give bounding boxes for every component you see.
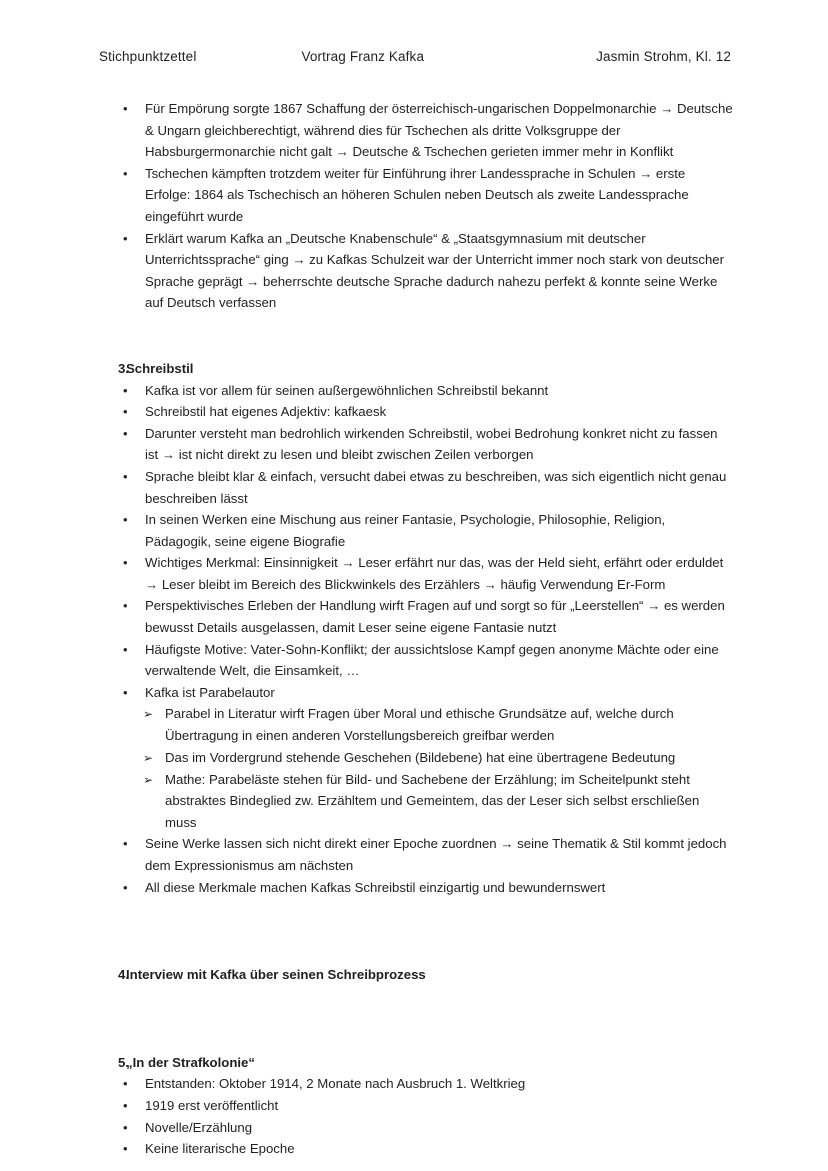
- section-number: 4.: [118, 967, 129, 983]
- bullet-icon: [99, 833, 145, 855]
- bullet-icon: [99, 163, 145, 185]
- bullet-icon: [99, 401, 145, 423]
- section-title: „In der Strafkolonie“: [126, 1054, 255, 1070]
- list-item: [99, 401, 733, 423]
- section-number: 5.: [118, 1054, 129, 1070]
- list-item: [99, 423, 733, 466]
- sub-list-item-text: Mathe: Parabeläste stehen für Bild- und Sachebene der Erzählung; im Scheitelpunkt steht abstraktes Bindeglied zw. Erzähltem und Gemeintem, das der Leser sich selbst erschließen muss: [165, 771, 700, 830]
- bullet-icon: [99, 228, 145, 250]
- section-heading-4: [99, 964, 733, 986]
- section-spacer: [99, 986, 733, 1030]
- list-item-text: Kafka ist vor allem für seinen außergewöhnlichen Schreibstil bekannt: [145, 382, 549, 398]
- bullet-icon: [99, 877, 145, 899]
- header-center-text: Vortrag Franz Kafka: [301, 49, 425, 64]
- list-item-text: Darunter versteht man bedrohlich wirkenden Schreibstil, wobei Bedrohung konkret nicht zu fassen ist → ist nicht direkt zu lesen und bleibt zwischen Zeilen verborgen: [145, 425, 718, 463]
- list-item-text: Tschechen kämpften trotzdem weiter für Einführung ihrer Landessprache in Schulen → erste Erfolge: 1864 als Tschechisch an höheren Schulen neben Deutsch als zweite Landessprache eingeführt wurde: [145, 165, 689, 224]
- arrowhead-bullet-icon: [99, 703, 165, 725]
- list-item: [99, 595, 733, 638]
- list-item: [99, 509, 733, 552]
- list-item-text: Häufigste Motive: Vater-Sohn-Konflikt; der aussichtslose Kampf gegen anonyme Mächte oder eine verwaltende Welt, die Einsamkeit, …: [145, 641, 719, 679]
- section-heading-3: [99, 358, 733, 380]
- list-item: [99, 682, 733, 704]
- bullet-icon: [99, 98, 145, 120]
- section-spacer: [99, 942, 733, 964]
- list-item-text: Wichtiges Merkmal: Einsinnigkeit → Leser erfährt nur das, was der Held sieht, erfährt oder erduldet → Leser bleibt im Bereich des Blickwinkels des Erzählers → häufig Verwendung Er-Form: [145, 555, 724, 592]
- list-item: [99, 1095, 733, 1117]
- list-item: [99, 380, 733, 402]
- list-item-text: Erklärt warum Kafka an „Deutsche Knabenschule“ & „Staatsgymnasium mit deutscher Unterrichtssprache“ ging → zu Kafkas Schulzeit war der Unterricht immer noch stark von deutscher Sprache geprägt → beherrschte deutsche Sprache dadurch nahezu perfekt & konnte seine Werke auf Deutsch verfassen: [145, 230, 725, 311]
- section-spacer: [99, 314, 733, 358]
- bullet-icon: [99, 509, 145, 531]
- list-item: [99, 466, 733, 509]
- list-item: [99, 552, 733, 595]
- section-spacer: [99, 898, 733, 942]
- list-item-text: Schreibstil hat eigenes Adjektiv: kafkaesk: [145, 404, 387, 420]
- list-item: [99, 877, 733, 899]
- list-item-text: Seine Werke lassen sich nicht direkt einer Epoche zuordnen → seine Thematik & Stil kommt jedoch dem Expressionismus am nächsten: [145, 836, 727, 873]
- sub-list-item: [99, 769, 733, 834]
- bullet-icon: [99, 682, 145, 704]
- list-item: [99, 833, 733, 876]
- list-item-text: Novelle/Erzählung: [145, 1119, 253, 1135]
- bullet-icon: [99, 552, 145, 574]
- section-title: Interview mit Kafka über seinen Schreibprozess: [126, 967, 426, 983]
- list-item: [99, 1073, 733, 1095]
- bullet-icon: [99, 1117, 145, 1139]
- section-title: Schreibstil: [126, 360, 194, 376]
- list-item-text: Keine literarische Epoche: [145, 1141, 295, 1157]
- bullet-icon: [99, 1095, 145, 1117]
- bullet-icon: [99, 423, 145, 445]
- list-item: [99, 1138, 733, 1160]
- list-item: [99, 228, 733, 314]
- bullet-icon: [99, 466, 145, 488]
- list-item: [99, 163, 733, 228]
- bullet-icon: [99, 1138, 145, 1160]
- list-item-text: All diese Merkmale machen Kafkas Schreibstil einzigartig und bewundernswert: [145, 879, 606, 895]
- sub-list-item: [99, 747, 733, 769]
- section-number: 3.: [118, 360, 129, 376]
- list-item-text: Sprache bleibt klar & einfach, versucht dabei etwas zu beschreiben, was sich eigentlich nicht genau beschreiben lässt: [145, 468, 727, 506]
- section-heading-5: [99, 1052, 733, 1074]
- bullet-icon: [99, 639, 145, 661]
- bullet-icon: [99, 380, 145, 402]
- list-item: [99, 639, 733, 682]
- header-right-text: Jasmin Strohm, Kl. 12: [596, 49, 731, 64]
- section-spacer: [99, 1030, 733, 1052]
- bullet-icon: [99, 595, 145, 617]
- header-left-text: Stichpunktzettel: [99, 49, 197, 64]
- bullet-icon: [99, 1073, 145, 1095]
- document-header: [99, 48, 731, 66]
- list-item-text: In seinen Werken eine Mischung aus reiner Fantasie, Psychologie, Philosophie, Religion, Pädagogik, seine eigene Biografie: [145, 512, 666, 549]
- arrowhead-bullet-icon: [99, 769, 165, 791]
- list-item-text: Perspektivisches Erleben der Handlung wirft Fragen auf und sorgt so für „Leerstellen“ → es werden bewusst Details ausgelassen, damit Leser seine eigene Fantasie nutzt: [145, 598, 725, 636]
- sub-list-item-text: Parabel in Literatur wirft Fragen über Moral und ethische Grundsätze auf, welche durch Übertragung in einen anderen Vorstellungsbereich greifbar werden: [165, 706, 674, 744]
- list-item-text: Für Empörung sorgte 1867 Schaffung der österreichisch-ungarischen Doppelmonarchie → Deutsche & Ungarn gleichberechtigt, während dies für Tschechen als dritte Volksgruppe der Habsburgermonarchie nicht galt → Deutsche & Tschechen gerieten immer mehr in Konflikt: [145, 101, 733, 160]
- arrowhead-bullet-icon: [99, 747, 165, 769]
- list-item-text: Entstanden: Oktober 1914, 2 Monate nach Ausbruch 1. Weltkrieg: [145, 1076, 526, 1092]
- sub-list-item-text: Das im Vordergrund stehende Geschehen (Bildebene) hat eine übertragene Bedeutung: [165, 749, 676, 765]
- list-item: [99, 1117, 733, 1139]
- list-item: [99, 98, 733, 163]
- document-body: [99, 98, 733, 1160]
- list-item-text: Kafka ist Parabelautor: [145, 684, 275, 700]
- sub-list-item: [99, 703, 733, 746]
- list-item-text: 1919 erst veröffentlicht: [145, 1097, 279, 1113]
